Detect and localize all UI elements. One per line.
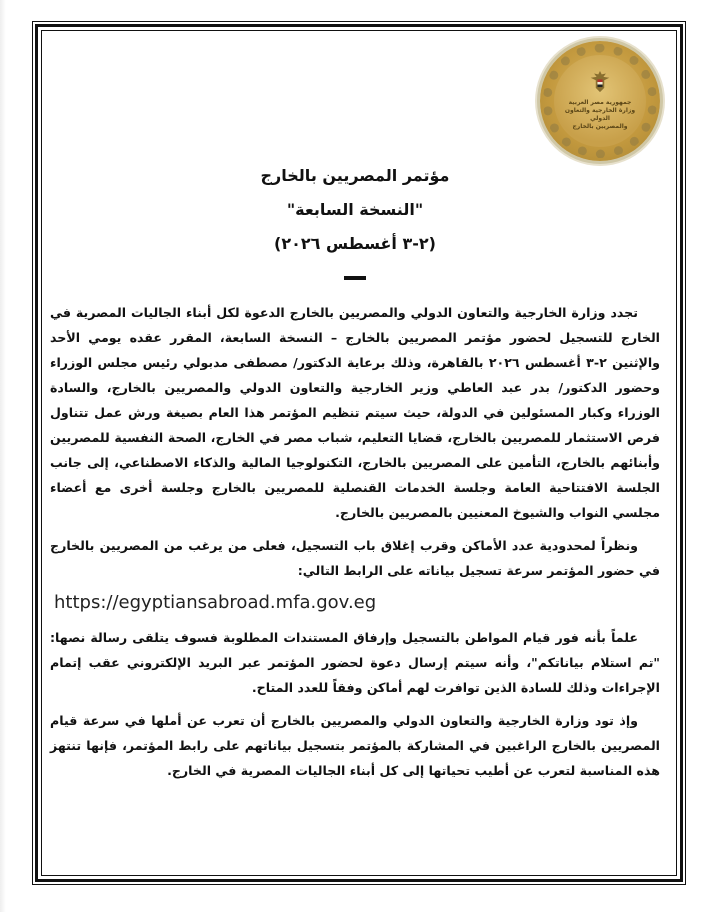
seal-text-top: جمهورية مصر العربية (568, 99, 632, 106)
paragraph-confirmation-info: علماً بأنه فور قيام المواطن بالتسجيل وإرفاق المستندات المطلوبة فسوف يتلقى رسالة نصها: "تم استلام بياناتكم"، وأنه سيتم إرسال دعوة لحضور المؤتمر عبر البريد الإلكتروني عقب إتمام الإجراءات وذلك للسادة الذين توافرت لهم أماكن وفقاً للعدد المتاح. (50, 630, 660, 695)
registration-link[interactable]: https://egyptiansabroad.mfa.gov.eg (54, 592, 377, 613)
edition-subtitle: "النسخة السابعة" (286, 200, 424, 219)
document-title: مؤتمر المصريين بالخارج (260, 166, 450, 185)
paragraph-closing: وإذ تود وزارة الخارجية والتعاون الدولي والمصريين بالخارج أن تعرب عن أملها في سرعة قيام المصريين بالخارج الراغبين في المشاركة بالمؤتمر بتسجيل بياناتهم على رابط المؤتمر، فإنها تنتهز هذه المناسبة لتعرب عن أطيب تحياتها إلى كل أبناء الجاليات المصرية في الخارج. (50, 713, 660, 778)
document-body (50, 166, 660, 791)
paragraph-registration-notice: ونظراً لمحدودية عدد الأماكن وقرب إغلاق باب التسجيل، فعلى من يرغب من المصريين بالخارج في حضور المؤتمر سرعة تسجيل بياناته على الرابط التالي: (50, 538, 660, 578)
ministry-seal-logo (540, 41, 660, 161)
event-date: (٢-٣ أغسطس ٢٠٢٦) (274, 234, 436, 253)
seal-text-sub: والمصريين بالخارج (572, 123, 628, 130)
paragraph-invitation: تجدد وزارة الخارجية والتعاون الدولي والمصريين بالخارج الدعوة لكل أبناء الجاليات المصرية في الخارج للتسجيل لحضور مؤتمر المصريين بالخارج – النسخة السابعة، المقرر عقده يومي الأحد والإثنين ٢-٣ أغسطس ٢٠٢٦ بالقاهرة، وذلك برعاية الدكتور/ مصطفى مدبولي رئيس مجلس الوزراء وحضور الدكتور/ بدر عبد العاطي وزير الخارجية والتعاون الدولي والمصريين بالخارج، والسادة الوزراء وكبار المسئولين في الدولة، حيث سيتم تنظيم المؤتمر هذا العام بصيغة ورش عمل تتناول فرص الاستثمار للمصريين بالخارج، قضايا التعليم، شباب مصر في الخارج، الصحة النفسية للمصريين وأبنائهم بالخارج، التأمين على المصريين بالخارج، التكنولوجيا المالية والذكاء الاصطناعي، إلى جانب الجلسة الافتتاحية العامة وجلسة الخدمات القنصلية للمصريين بالخارج وجلسة أخرى مع أعضاء مجلسي النواب والشيوخ المعنيين بالمصريين بالخارج. (50, 305, 660, 520)
seal-inner-disc (554, 55, 646, 147)
seal-text (558, 99, 642, 131)
egypt-eagle-seal-icon (589, 69, 611, 95)
scan-edge-shadow (0, 0, 6, 912)
document-page (44, 33, 674, 873)
title-block (50, 166, 660, 280)
seal-text-main: وزارة الخارجية والتعاون الدولي (564, 107, 636, 122)
title-separator-dash (344, 276, 366, 280)
